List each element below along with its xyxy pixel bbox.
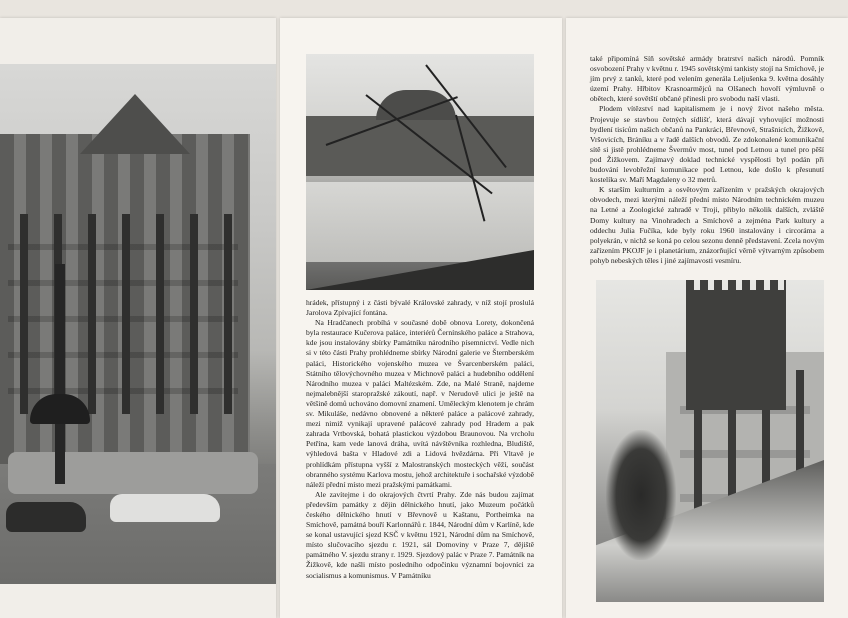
car — [110, 494, 220, 522]
middle-page — [280, 18, 562, 618]
tree — [606, 430, 676, 560]
middle-text-column — [306, 298, 534, 581]
paragraph: také připomíná Síň sovětské armády bratrství našich národů. Pomník osvobození Prahy v květnu r. 1945 sovětskými tankisty stojí na Smíchově, je jím prvý z tanků, které pod velením generála Leljušenka 9. května dosáhly území Prahy. Hřbitov Krasnoarmějců na Olšanech hovoří výmluvně o obětech, které sovětští občané přinesli pro svobodu naší vlasti. — [590, 54, 824, 104]
palace-photo — [0, 64, 276, 584]
right-page — [566, 18, 848, 618]
paragraph: Ale zavítejme i do okrajových čtvrtí Prahy. Zde nás budou zajímat především památky z dějin dělnického hnutí, jako Muzeum počátků českého dělnického hnutí v Břevnově u Kaštanu, Portheimka na Smíchově, památná bouří Karlonnářů r. 1844, Národní dům v Karlíně, kde se konal ustavující sjezd KSČ v květnu 1921, Národní dům na Smíchově, místo slučovacího sjezdu r. 1921, sál Domoviny v Praze 7, dějiště památného V. sjezdu strany r. 1929. Sjezdový palác v Praze 7. Památník na Žižkově, kde našli místo posledního odpočinku významní bojovníci za socialismus a komunismus. V Památníku — [306, 489, 534, 580]
right-text-column — [590, 54, 824, 266]
car — [6, 502, 86, 532]
tower-street-photo — [596, 280, 824, 602]
tower-battlements — [686, 280, 786, 300]
street-lamp — [55, 264, 65, 484]
castle-river-photo — [306, 54, 534, 290]
paragraph: hrádek, přístupný i z části bývalé Královské zahrady, v níž stojí proslulá Jarolova Zpívající fontána. — [306, 298, 534, 318]
paragraph: K starším kulturním a osvětovým zařízením v pražských okrajových obvodech, mezi kterými náleží přední místo Národním technickém muzeu na Letné a Zoologické zahradě v Troji, přibylo několik dalších, zvláště Domy kultury na Vinohradech a Smíchově a zejména Park kultury a oddechu Julia Fučíka, kde byly roku 1960 instalovány i circoráma a polyekrán, v nichž se koná po celou sezonu denně představení. Zcela novým zařízením PKOJF je i planetárium, znázorňující věrně výtvarným způsobem pohyb nebeských těles i jiné zajímavosti vesmíru. — [590, 185, 824, 265]
paragraph: Na Hradčanech probíhá v současné době obnova Lorety, dokončená byla restaurace Kučerova paláce, interiérů Černínského paláce a Strahova, kde jsou instalovány sbírky Památníku národního písemnictví. Vedle nich si v této části Prahy prohlédneme sbírky Národní galerie ve Šternberském paláci, Historického vojenského muzea ve Švarcenberském paláci, Státního tělovýchovného muzea v Michnově paláci a hudebního oddělení Národního muzea v paláci Maltézském. Zde, na Malé Straně, najdeme nejmalebnější staropražské zákoutí, např. v Nerudově ulici je ještě na většině domů uchováno domovní znamení. Uměleckým klenotem je chrám sv. Mikuláše, nedávno obnovené a některé paláce a palácové zahrady, mezi nimiž vynikají upravené palácové zahrady pod Hradem a pak zahrada Vrtbovská, bohatá plastickou výzdobou Braunovou. Na vrcholu Petřína, kam vede lanová dráha, uvítá návštěvníka rozhledna, Bludiště, výhledová bašta v Hladové zdi a Lidová hvězdárna. Při Vltavě je prohlídkám přístupna vyšší z Malostranských mosteckých věží, součást obranného systému Karlova mostu, jehož architektuře i sochařské výzdobě náleží přední místo mezi pražskými památkami. — [306, 318, 534, 489]
left-page — [0, 18, 276, 618]
palace-windows — [8, 214, 238, 414]
palace-gable — [80, 94, 190, 154]
tower — [686, 290, 786, 410]
paragraph: Plodem vítězství nad kapitalismem je i nový život našeho města. Projevuje se stavbou četných sídlišť, která dávají vyhovující možnosti bydlení tisícům našich občanů na Pankráci, Břevnově, Strašnicích, Žižkově, Vršovicích, Bráníku a v řadě dalších obvodů. Ze zdokonalené komunikační sítě si jistě prohlédneme Švermův most, tunel pod Letnou a tunel pro pěší pod Žižkovem. Zajímavý doklad technické vyspělosti byl podán při budování levobřežní komunikace pod Letnou, kde došlo k přesunutí kostelíka sv. Maří Magdaleny o 32 metrů. — [590, 104, 824, 185]
bus — [8, 452, 258, 494]
castle-silhouette — [306, 116, 534, 176]
castle-dome — [376, 90, 456, 120]
river — [306, 182, 534, 262]
